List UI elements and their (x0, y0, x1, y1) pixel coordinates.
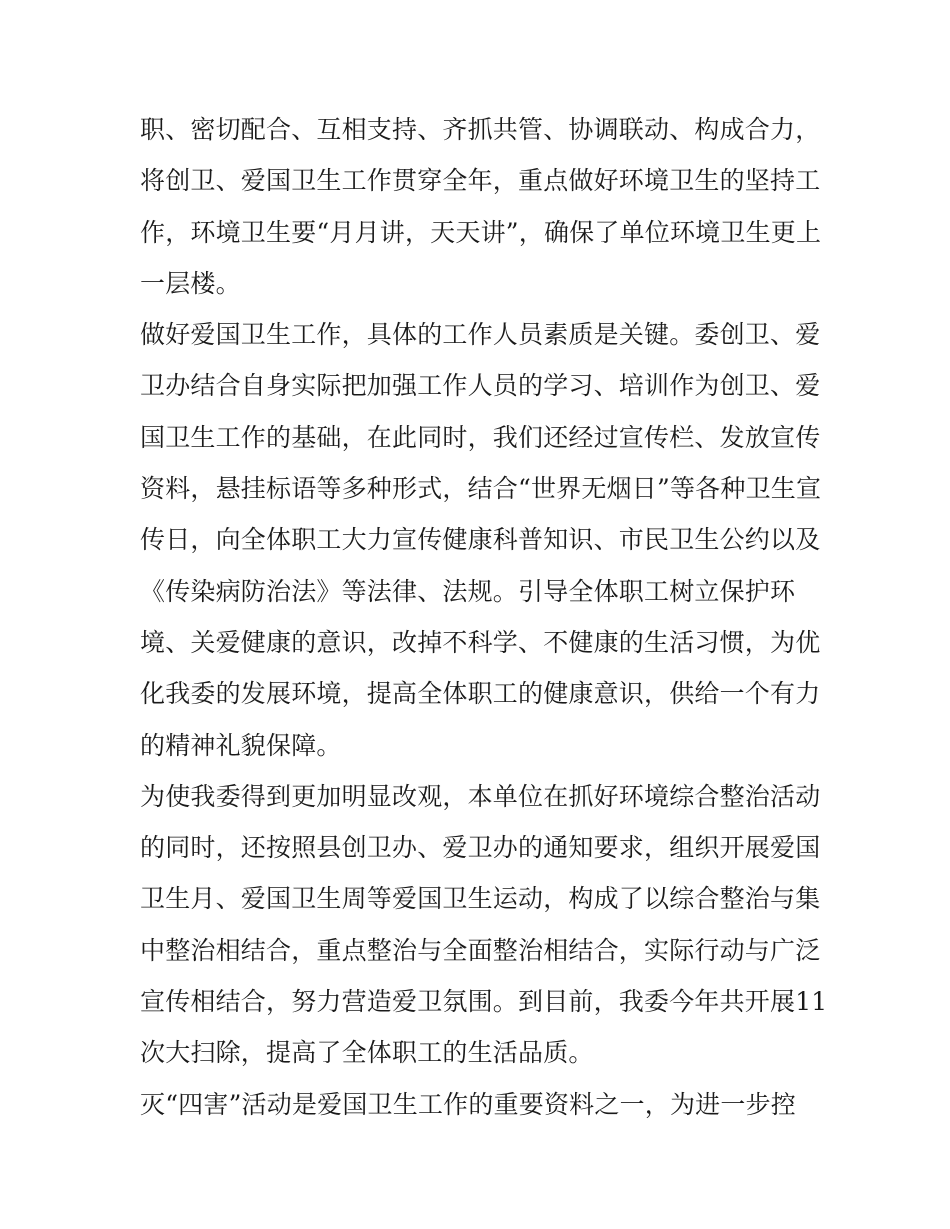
text-line: 作，环境卫生要“月月讲，天天讲”，确保了单位环境卫生更上 (140, 217, 822, 247)
text-line: 将创卫、爱国卫生工作贯穿全年，重点做好环境卫生的坚持工 (140, 166, 821, 196)
text-line: 国卫生工作的基础，在此同时，我们还经过宣传栏、发放宣传 (140, 422, 821, 452)
text-line: 灭“四害”活动是爱国卫生工作的重要资料之一，为进一步控 (140, 1089, 796, 1119)
text-line: 化我委的发展环境，提高全体职工的健康意识，供给一个有力 (140, 679, 821, 709)
text-line: 宣传相结合，努力营造爱卫氛围。到目前，我委今年共开展11 (140, 987, 828, 1017)
text-line: 卫办结合自身实际把加强工作人员的学习、培训作为创卫、爱 (140, 371, 821, 401)
text-line: 为使我委得到更加明显改观，本单位在抓好环境综合整治活动 (140, 781, 821, 811)
text-line: 的同时，还按照县创卫办、爱卫办的通知要求，组织开展爱国 (140, 833, 821, 863)
text-line: 中整治相结合，重点整治与全面整治相结合，实际行动与广泛 (140, 935, 821, 965)
text-line: 传日，向全体职工大力宣传健康科普知识、市民卫生公约以及 (140, 525, 821, 555)
text-line: 卫生月、爱国卫生周等爱国卫生运动，构成了以综合整治与集 (140, 884, 821, 914)
text-line: 的精神礼貌保障。 (140, 730, 342, 760)
text-line: 境、关爱健康的意识，改掉不科学、不健康的生活习惯，为优 (140, 627, 821, 657)
body-text (140, 104, 828, 1130)
text-line: 做好爱国卫生工作，具体的工作人员素质是关键。委创卫、爱 (140, 320, 821, 350)
text-line: 次大扫除，提高了全体职工的生活品质。 (140, 1038, 594, 1068)
text-line: 资料，悬挂标语等多种形式，结合“世界无烟日”等各种卫生宣 (140, 474, 822, 504)
text-line: 一层楼。 (140, 268, 241, 298)
text-line: 职、密切配合、互相支持、齐抓共管、协调联动、构成合力， (140, 115, 821, 144)
text-line: 《传染病防治法》等法律、法规。引导全体职工树立保护环 (140, 576, 796, 606)
